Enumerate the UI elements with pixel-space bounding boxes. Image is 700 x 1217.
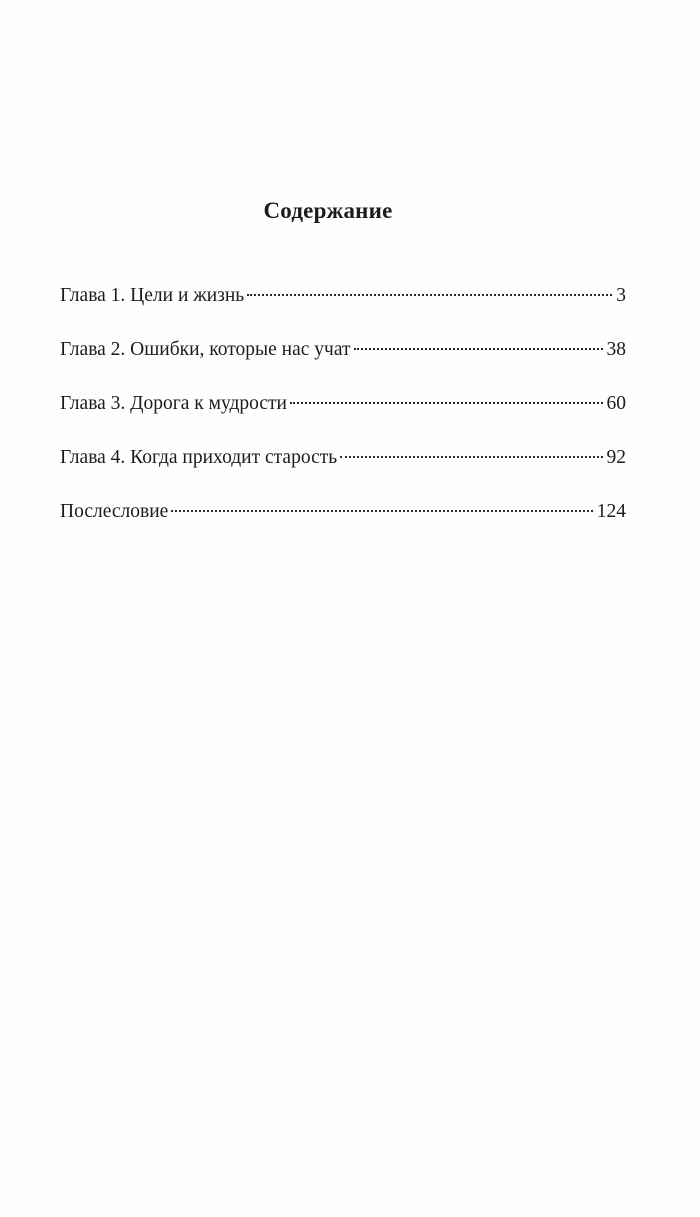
toc-entry-label: Глава 2. Ошибки, которые нас учат bbox=[60, 339, 351, 360]
toc-entry-chapter-3 bbox=[60, 389, 626, 443]
dot-leader bbox=[340, 456, 602, 458]
dot-leader bbox=[247, 294, 612, 296]
toc-entry-label: Послесловие bbox=[60, 501, 169, 522]
table-of-contents bbox=[60, 281, 626, 551]
toc-entry-page-number: 124 bbox=[596, 501, 626, 522]
dot-leader bbox=[354, 348, 603, 350]
dot-leader bbox=[171, 510, 592, 512]
toc-title: Содержание bbox=[263, 198, 393, 223]
toc-entry-label: Глава 4. Когда приходит старость bbox=[60, 447, 338, 468]
dot-leader bbox=[290, 402, 603, 404]
toc-entry-chapter-1 bbox=[60, 281, 626, 335]
toc-entry-page-number: 3 bbox=[616, 285, 626, 306]
toc-entry-label: Глава 1. Цели и жизнь bbox=[60, 285, 245, 306]
toc-entry-afterword bbox=[60, 497, 626, 551]
toc-entry-label: Глава 3. Дорога к мудрости bbox=[60, 393, 287, 414]
toc-entry-page-number: 38 bbox=[606, 339, 626, 360]
toc-entry-page-number: 92 bbox=[606, 447, 626, 468]
toc-entry-page-number: 60 bbox=[606, 393, 626, 414]
toc-entry-chapter-2 bbox=[60, 335, 626, 389]
toc-entry-chapter-4 bbox=[60, 443, 626, 497]
